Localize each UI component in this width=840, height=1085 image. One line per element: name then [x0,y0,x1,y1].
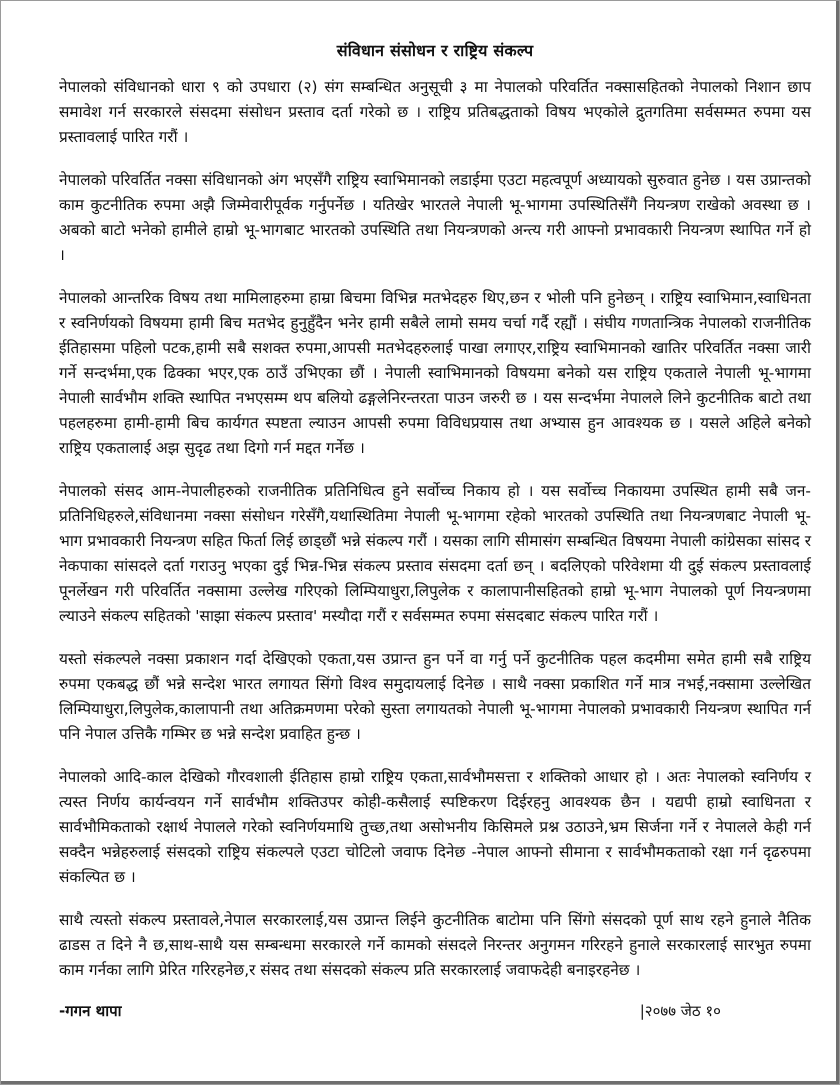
document-footer [59,1001,811,1021]
paragraph: यस्तो संकल्पले नक्सा प्रकाशन गर्दा देखिएको एकता,यस उप्रान्त हुन पर्ने वा गर्नु पर्ने कुटनीतिक पहल कदमीमा समेत हामी सबै राष्ट्रिय रुपमा एकबद्ध छौं भन्ने सन्देश भारत लगायत सिंगो विश्व समुदायलाई दिनेछ । साथै नक्सा प्रकाशित गर्ने मात्र नभई,नक्सामा उल्लेखित लिम्पियाधुरा,लिपुलेक,कालापानी तथा अतिक्रमणमा परेको सुस्ता लगायतको नेपाली भू-भागमा नेपालको प्रभावकारी नियन्त्रण स्थापित गर्न पनि नेपाल उत्तिकै गम्भिर छ भन्ने सन्देश प्रवाहित हुन्छ । [59,650,811,743]
paragraph: साथै त्यस्तो संकल्प प्रस्तावले,नेपाल सरकारलाई,यस उप्रान्त लिईने कुटनीतिक बाटोमा पनि सिंगो संसदको पूर्ण साथ रहने हुनाले नैतिक ढाडस त दिने नै छ,साथ-साथै यस सम्बन्धमा सरकारले गर्ने कामको संसदले निरन्तर अनुगमन गरिरहने हुनाले सरकारलाई सारभुत रुपमा काम गर्नका लागि प्रेरित गरिरहनेछ,र संसद तथा संसदको संकल्प प्रति सरकारलाई जवाफदेही बनाइरहनेछ । [59,911,811,979]
author-signature: -गगन थापा [59,1002,122,1020]
paragraph: नेपालको आन्तरिक विषय तथा मामिलाहरुमा हाम्रा बिचमा विभिन्न मतभेदहरु थिए,छन र भोली पनि हुनेछन् । राष्ट्रिय स्वाभिमान,स्वाधिनता र स्वनिर्णयको विषयमा हामी बिच मतभेद हुनुहुँदैन भनेर हामी सबैले लामो समय चर्चा गर्दै रह्यौं । संघीय गणतान्त्रिक नेपालको राजनीतिक ईतिहासमा पहिलो पटक,हामी सबै सशक्त रुपमा,आपसी मतभेदहरुलाई पाखा लगाएर,राष्ट्रिय स्वाभिमानको खातिर परिवर्तित नक्सा जारी गर्ने सन्दर्भमा,एक ढिक्का भएर,एक ठाउँ उभिएका छौं । नेपाली स्वाभिमानको विषयमा बनेको यस राष्ट्रिय एकताले नेपाली भू-भागमा नेपाली सार्वभौम शक्ति स्थापित नभएसम्म थप बलियो ढङ्गलेनिरन्तरता पाउन जरुरी छ । यस सन्दर्भमा नेपालले लिने कुटनीतिक बाटो तथा पहलहरुमा हामी-हामी बिच कार्यगत स्पष्टता ल्याउन आपसी रुपमा विविधप्रयास तथा अभ्यास हुन आवश्यक छ । यसले अहिले बनेको राष्ट्रिय एकतालाई अझ सुदृढ तथा दिगो गर्न मद्दत गर्नेछ । [59,289,811,457]
paragraph: नेपालको संसद आम-नेपालीहरुको राजनीतिक प्रतिनिधित्व हुने सर्वोच्च निकाय हो । यस सर्वोच्च निकायमा उपस्थित हामी सबै जन-प्रतिनिधिहरुले,संविधानमा नक्सा संसोधन गरेसँगै,यथास्थितिमा नेपाली भू-भागमा रहेको भारतको उपस्थिति तथा नियन्त्रणबाट नेपाली भू-भाग प्रभावकारी नियन्त्रण सहित फिर्ता लिई छाड्छौं भन्ने संकल्प गरौं । यसका लागि सीमासंग सम्बन्धित विषयमा नेपाली कांग्रेसका सांसद र नेकपाका सांसदले दर्ता गराउनु भएका दुई भिन्न-भिन्न संकल्प प्रस्ताव संसदमा दर्ता छन् । बदलिएको परिवेशमा यी दुई संकल्प प्रस्तावलाई पूनर्लेखन गरी परिवर्तित नक्सामा उल्लेख गरिएको लिम्पियाधुरा,लिपुलेक र कालापानीसहितको हाम्रो भू-भाग नेपालको पूर्ण नियन्त्रणमा ल्याउने संकल्प सहितको 'साझा संकल्प प्रस्ताव' मस्यौदा गरौं र सर्वसम्मत रुपमा संसदबाट संकल्प पारित गरौं । [59,482,811,625]
paragraph: नेपालको आदि-काल देखिको गौरवशाली ईतिहास हाम्रो राष्ट्रिय एकता,सार्वभौमसत्ता र शक्तिको आधार हो । अतः नेपालको स्वनिर्णय र त्यस्त निर्णय कार्यन्वयन गर्ने सार्वभौम शक्तिउपर कोही-कसैलाई स्पष्टिकरण दिईरहनु आवश्यक छैन । यद्यपी हाम्रो स्वाधिनता र सार्वभौमिकताको रक्षार्थ नेपालले गरेको स्वनिर्णयमाथि तुच्छ,तथा असोभनीय किसिमले प्रश्न उठाउने,भ्रम सिर्जना गर्ने र नेपालले केही गर्न सक्दैन भन्नेहरुलाई संसदको राष्ट्रिय संकल्पले एउटा चोटिलो जवाफ दिनेछ -नेपाल आफ्नो सीमाना र सार्वभौमकताको रक्षा गर्न दृढरुपमा संकल्पित छ । [59,768,811,886]
document-date: |२०७७ जेठ १० [639,1002,721,1020]
document-title: संविधान संसोधन र राष्ट्रिय संकल्प [336,41,534,60]
paragraph: नेपालको संविधानको धारा ९ को उपधारा (२) संग सम्बन्धित अनुसूची ३ मा नेपालको परिवर्तित नक्सासहितको नेपालको निशान छाप समावेश गर्न सरकारले संसदमा संसोधन प्रस्ताव दर्ता गरेको छ । राष्ट्रिय प्रतिबद्धताको विषय भएकोले द्रुतगतिमा सर्वसम्मत रुपमा यस प्रस्तावलाई पारित गरौं । [59,78,811,146]
paragraph: नेपालको परिवर्तित नक्सा संविधानको अंग भएसँगै राष्ट्रिय स्वाभिमानको लडाईमा एउटा महत्वपूर्ण अध्यायको सुरुवात हुनेछ । यस उप्रान्तको काम कुटनीतिक रुपमा अझै जिम्मेवारीपूर्वक गर्नुपर्नेछ । यतिखेर भारतले नेपाली भू-भागमा उपस्थितिसँगै नियन्त्रण राखेको अवस्था छ । अबको बाटो भनेको हामीले हाम्रो भू-भागबाट भारतको उपस्थिति तथा नियन्त्रणको अन्त्य गरी आफ्नो प्रभावकारी नियन्त्रण स्थापित गर्ने हो । [59,171,811,264]
